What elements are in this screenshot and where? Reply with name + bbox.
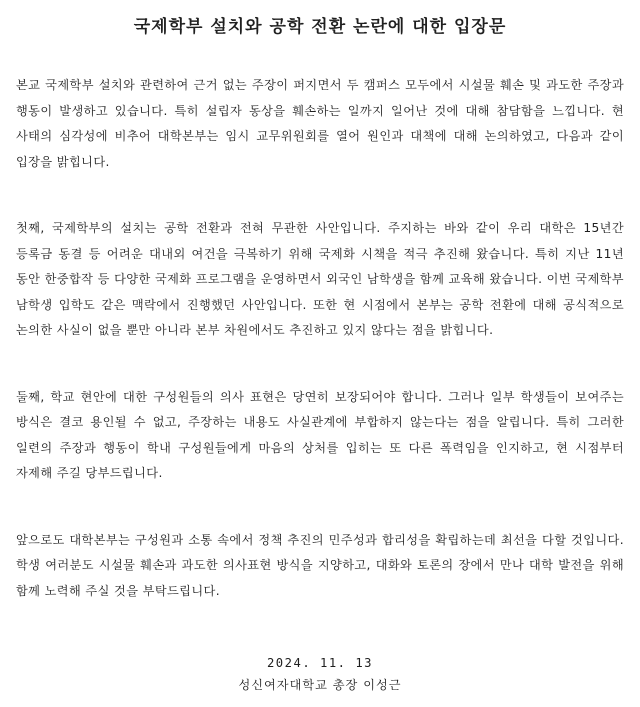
paragraph-intro: 본교 국제학부 설치와 관련하여 근거 없는 주장이 퍼지면서 두 캠퍼스 모두에서 시설물 훼손 및 과도한 주장과 행동이 발생하고 있습니다. 특히 설립자 동상을 훼손하는 일까지 일어난 것에 대해 참담함을 느낍니다. 현 사태의 심각성에 비추어 대학본부는 임시 교무위원회를 열어 원인과 대책에 대해 논의하였고, 다음과 같이 입장을 밝힙니다. (16, 78, 624, 169)
document-date: 2024. 11. 13 (266, 656, 374, 670)
paragraph-first-point: 첫째, 국제학부의 설치는 공학 전환과 전혀 무관한 사안입니다. 주지하는 바와 같이 우리 대학은 15년간 등록금 동결 등 어려운 대내외 여건을 극복하기 위해 국제화 시책을 적극 추진해 왔습니다. 특히 지난 11년 동안 한중합작 등 다양한 국제화 프로그램을 운영하면서 외국인 남학생을 함께 교육해 왔습니다. 이번 국제학부 남학생 입학도 같은 맥락에서 진행했던 사안입니다. 또한 현 시점에서 본부는 공학 전환에 대해 공식적으로 논의한 사실이 없을 뿐만 아니라 본부 차원에서도 추진하고 있지 않다는 점을 밝힙니다. (16, 221, 624, 337)
paragraph-closing: 앞으로도 대학본부는 구성원과 소통 속에서 정책 추진의 민주성과 합리성을 확립하는데 최선을 다할 것입니다. 학생 여러분도 시설물 훼손과 과도한 의사표현 방식을 지양하고, 대화와 토론의 장에서 만나 대학 발전을 위해 함께 노력해 주실 것을 부탁드립니다. (16, 532, 624, 598)
document-footer (0, 652, 640, 696)
document-body (16, 73, 624, 604)
paragraph-second-point: 둘째, 학교 현안에 대한 구성원들의 의사 표현은 당연히 보장되어야 합니다. 그러나 일부 학생들이 보여주는 방식은 결코 용인될 수 없고, 주장하는 내용도 사실관계에 부합하지 않는다는 점을 알립니다. 특히 그러한 일련의 주장과 행동이 학내 구성원들에게 마음의 상처를 입히는 또 다른 폭력임을 인지하고, 현 시점부터 자제해 주길 당부드립니다. (16, 389, 624, 480)
document-title: 국제학부 설치와 공학 전환 논란에 대한 입장문 (133, 17, 507, 37)
document-signature: 성신여자대학교 총장 이성근 (238, 678, 402, 692)
